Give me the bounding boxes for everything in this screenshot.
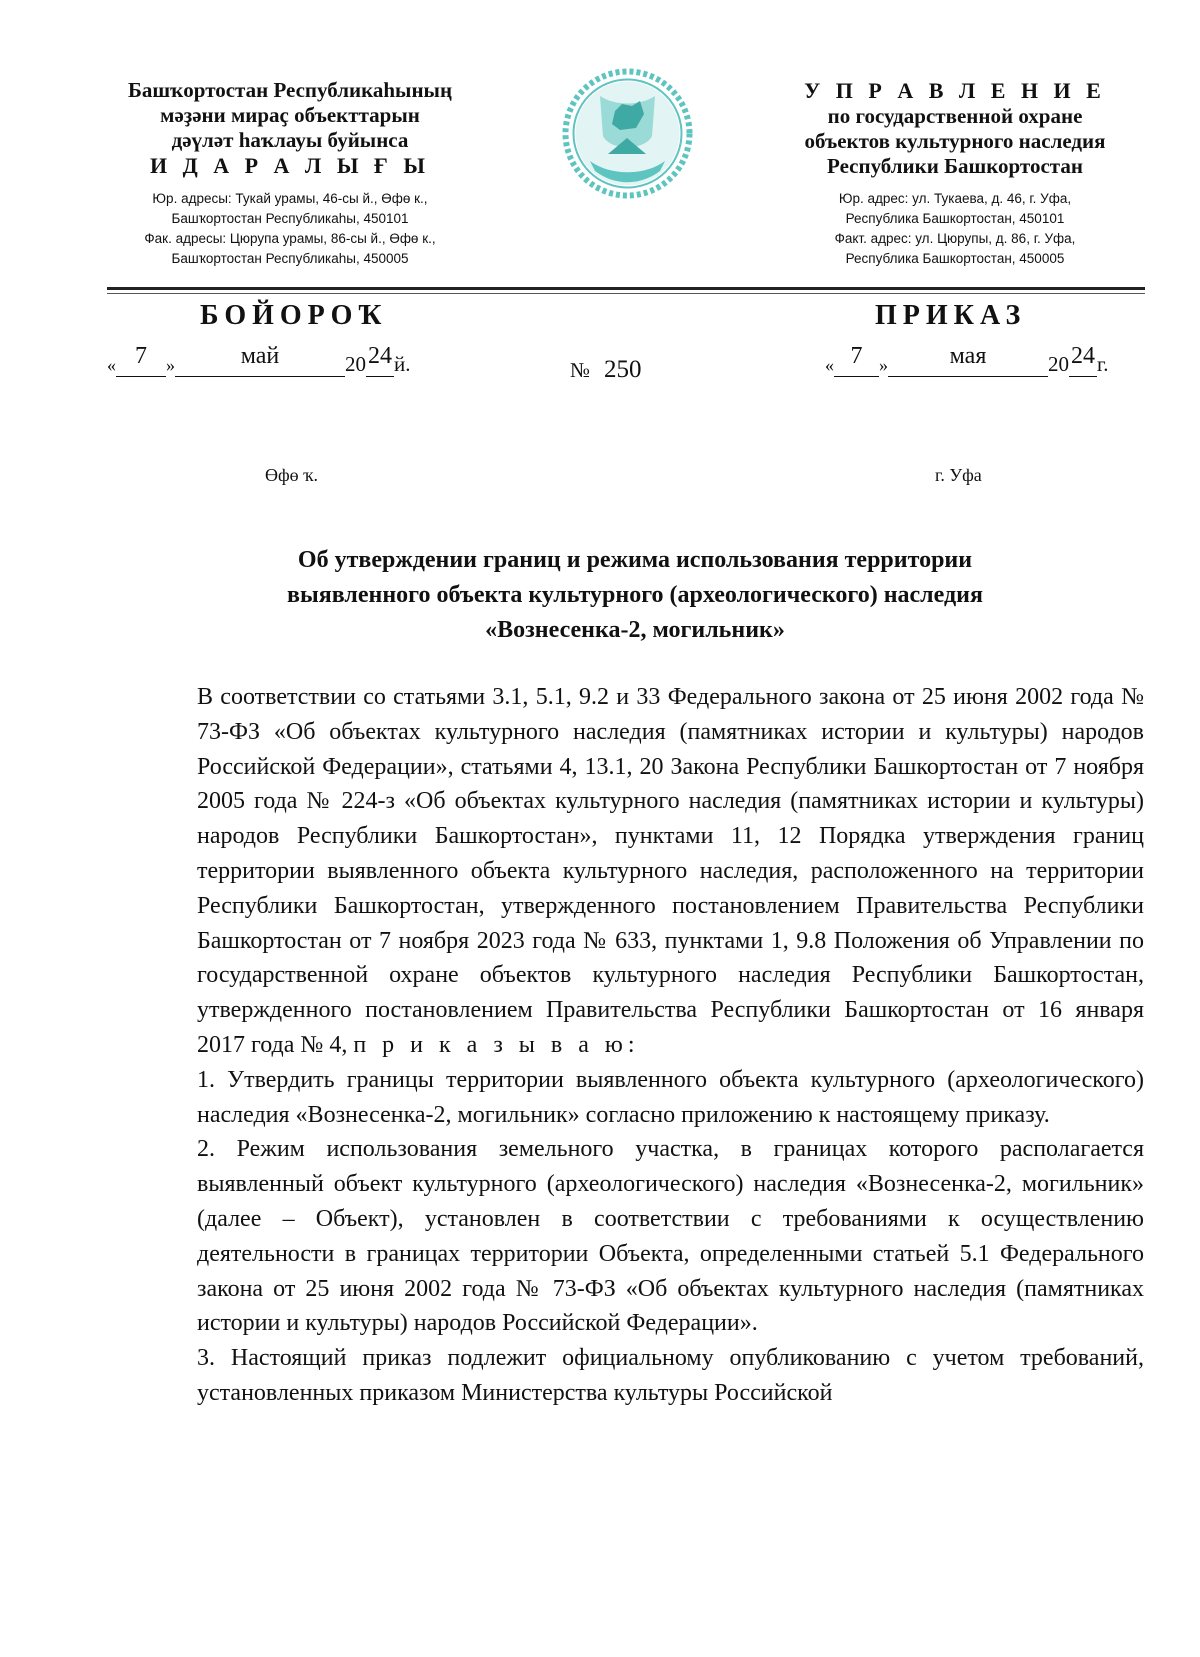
date-left-day: 7	[135, 343, 147, 369]
title-line-1: Об утверждении границ и режима использования территории	[297, 547, 973, 573]
org-line-right-2: объектов культурного наследия	[804, 129, 1106, 153]
body-paragraph-1-text: В соответствии со статьями 3.1, 5.1, 9.2 и 33 Федерального закона от 25 июня 2002 года № 73-ФЗ «Об объектах культурного наследия (памятниках истории и культуры) народов Российской Федерации», статьями 4, 13.1, 20 Закона Республики Башкортостан от 7 ноября 2005 года № 224-з «Об объектах культурного наследия (памятниках истории и культуры) народов Республики Башкортостан», пунктами 11, 12 Порядка утверждения границ территории выявленного объекта культурного наследия, расположенного на территории Республики Башкортостан, утвержденного постановлением Правительства Республики Башкортостан от 7 ноября 2023 года № 633, пунктами 1, 9.8 Положения об Управлении по государственной охране объектов культурного наследия Республики Башкортостан, утвержденного постановлением Правительства Республики Башкортостан от 16 января 2017 года № 4,	[197, 684, 1144, 1058]
order-number	[570, 356, 642, 384]
title-line-2: выявленного объекта культурного (археологического) наследия	[287, 582, 983, 608]
bashkortostan-coat-of-arms-icon	[560, 66, 695, 201]
date-left-end: й.	[394, 352, 411, 376]
date-right-year-prefix: 20	[1048, 352, 1069, 376]
body-paragraph-3: 2. Режим использования земельного участка, в границах которого располагается выявленный объект культурного (археологического) наследия «Вознесенка-2, могильник» (далее – Объект), установлен в соответствии с требованиями к осуществлению деятельности в границах территории Объекта, определенными статьей 5.1 Федерального закона от 25 июня 2002 года № 73-ФЗ «Об объектах культурного наследия (памятниках истории и культуры) народов Российской Федерации».	[197, 1136, 1144, 1337]
date-left-month: май	[240, 343, 280, 369]
header-divider-thick	[107, 287, 1145, 290]
order-verb: п р и к а з ы в а ю:	[353, 1031, 640, 1058]
date-right-close: »	[879, 355, 888, 375]
address-right	[765, 189, 1145, 269]
address-right-line-4: Республика Башкортостан, 450005	[845, 251, 1065, 266]
address-left-line-3: Фак. адресы: Цюрупа урамы, 86-сы й., Өфө к.,	[144, 231, 436, 246]
document-body	[137, 680, 1144, 1411]
document-title	[140, 543, 1130, 648]
doc-type-left: БОЙОРОҠ	[200, 300, 388, 331]
city-right: г. Уфа	[935, 465, 982, 485]
org-line-left-3: дәүләт һаҡлауы буйынса	[171, 128, 409, 152]
address-left-line-2: Башҡортостан Республикаһы, 450101	[171, 211, 409, 226]
address-right-line-3: Факт. адрес: ул. Цюрупы, д. 86, г. Уфа,	[834, 231, 1076, 246]
body-paragraph-2: 1. Утвердить границы территории выявленного объекта культурного (археологического) наследия «Вознесенка-2, могильник» согласно приложению к настоящему приказу.	[197, 1066, 1144, 1128]
org-line-left-1: Башҡортостан Республикаһының	[127, 78, 453, 102]
date-left	[107, 343, 411, 377]
date-right-month: мая	[949, 343, 987, 369]
address-left	[105, 189, 475, 269]
order-number-value: 250	[604, 356, 642, 383]
body-paragraph-4: 3. Настоящий приказ подлежит официальному опубликованию с учетом требований, установленных приказом Министерства культуры Российской	[197, 1345, 1144, 1406]
date-left-open: «	[107, 355, 116, 375]
org-caps-right: У П Р А В Л Е Н И Е	[804, 78, 1106, 103]
doc-type-right: ПРИКАЗ	[875, 300, 1027, 331]
order-number-sign: №	[570, 358, 591, 382]
date-right-open: «	[825, 355, 834, 375]
body-paragraph-1	[137, 680, 1144, 1063]
address-right-line-1: Юр. адрес: ул. Тукаева, д. 46, г. Уфа,	[838, 191, 1072, 206]
address-right-line-2: Республика Башкортостан, 450101	[845, 211, 1065, 226]
header-right-org	[765, 78, 1145, 269]
org-line-right-1: по государственной охране	[827, 104, 1083, 128]
date-right-year-suffix: 24	[1071, 343, 1095, 369]
title-line-3: «Вознесенка-2, могильник»	[485, 617, 785, 643]
org-caps-left: И Д А Р А Л Ы Ғ Ы	[149, 153, 431, 178]
date-right-end: г.	[1097, 352, 1109, 376]
city-left: Өфө ҡ.	[265, 465, 318, 485]
address-left-line-1: Юр. адресы: Тукай урамы, 46-сы й., Өфө к.,	[152, 191, 428, 206]
header-divider-thin	[107, 293, 1145, 294]
date-left-close: »	[166, 355, 175, 375]
date-right-day: 7	[850, 343, 863, 369]
date-left-year-prefix: 20	[345, 352, 366, 376]
date-right	[825, 343, 1109, 377]
org-line-right-3: Республики Башкортостан	[827, 154, 1083, 178]
address-left-line-4: Башҡортостан Республикаһы, 450005	[171, 251, 409, 266]
header-left-org	[105, 78, 475, 269]
org-line-left-2: мәҙәни мираҫ объекттарын	[160, 103, 420, 127]
date-left-year-suffix: 24	[368, 343, 392, 369]
